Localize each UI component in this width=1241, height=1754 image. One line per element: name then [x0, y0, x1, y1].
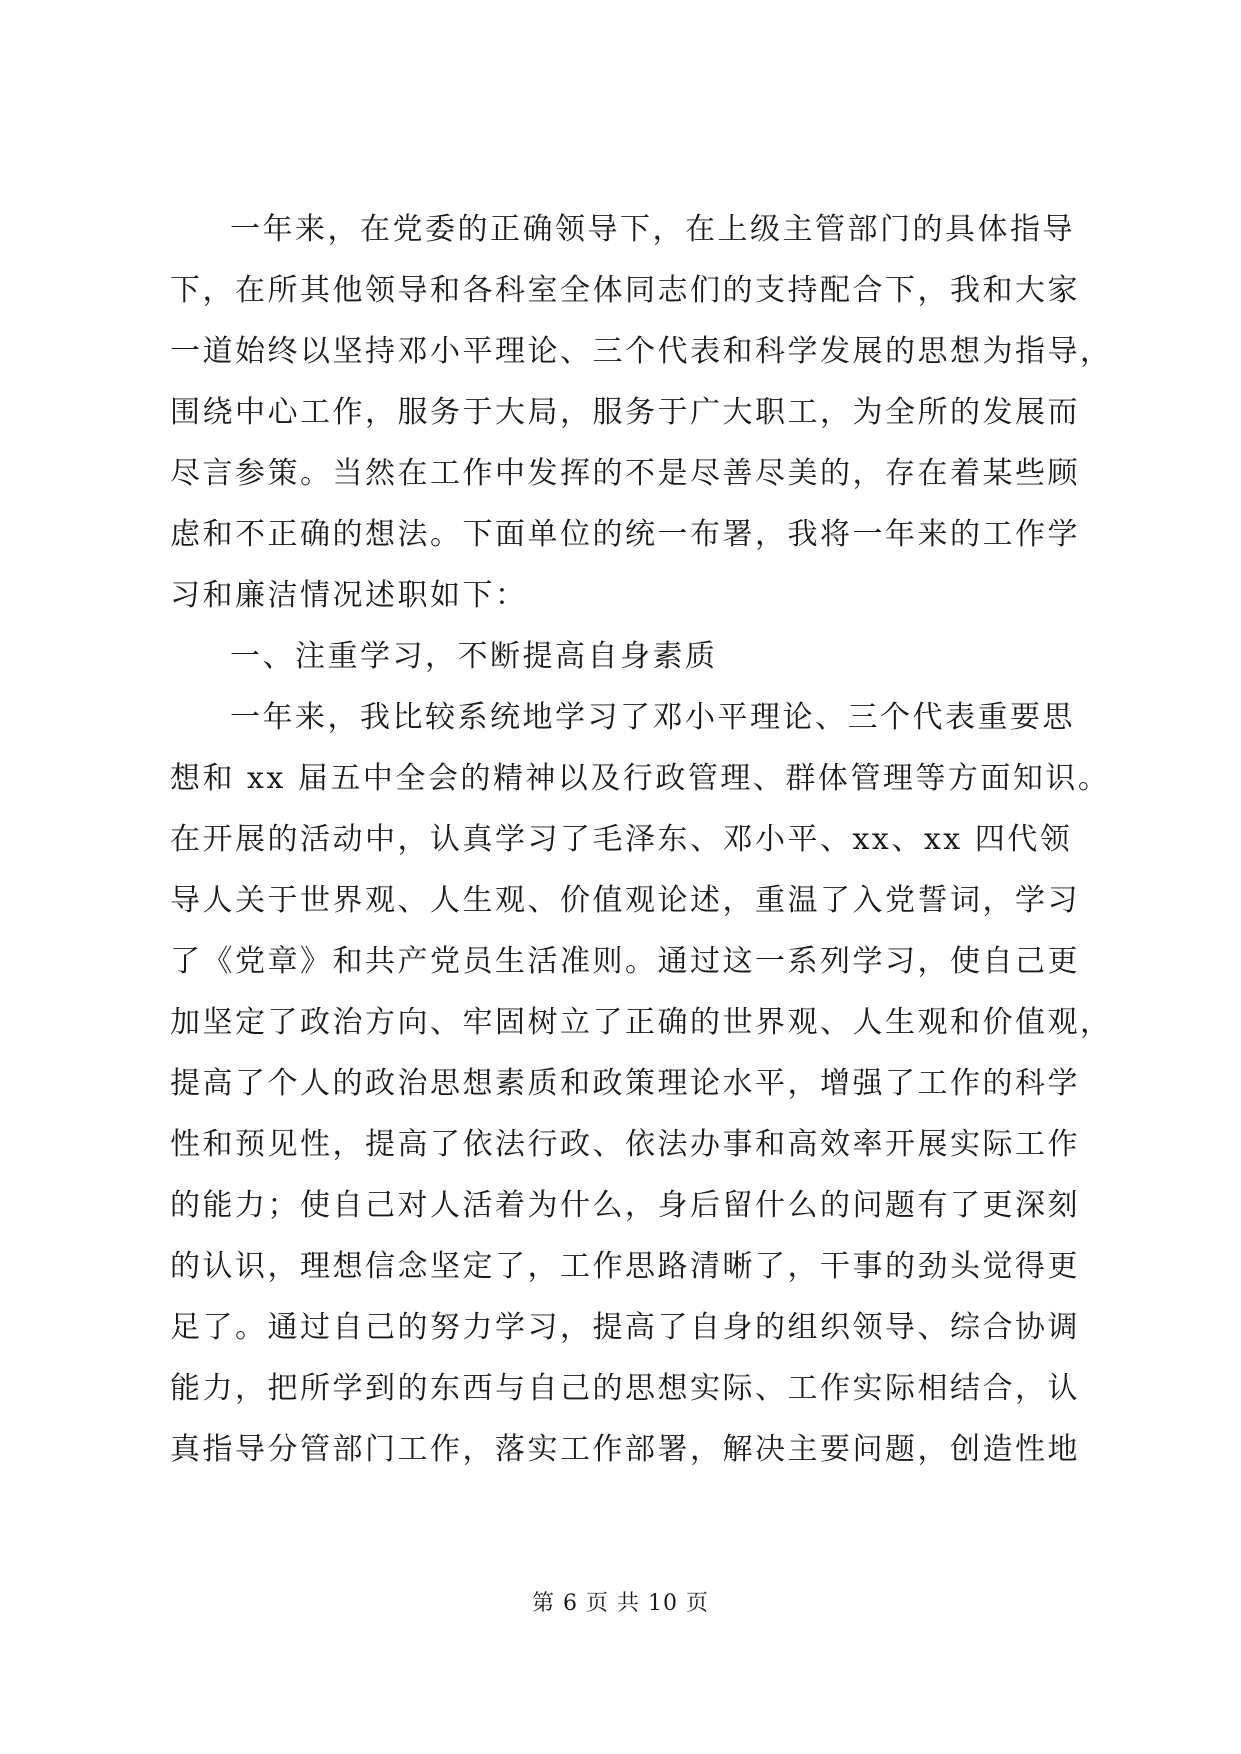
paragraph-line: 围绕中心工作，服务于大局，服务于广大职工，为全所的发展而: [170, 395, 1080, 430]
paragraph-line: 提高了个人的政治思想素质和政策理论水平，增强了工作的科学: [170, 1066, 1080, 1101]
page-number-footer: 第 6 页 共 10 页: [532, 1591, 709, 1616]
paragraph-line: 下，在所其他领导和各科室全体同志们的支持配合下，我和大家: [170, 273, 1080, 308]
section-heading: 一、注重学习，不断提高自身素质: [230, 639, 718, 674]
paragraph-line: 导人关于世界观、人生观、价值观论述，重温了入党誓词，学习: [170, 883, 1080, 918]
paragraph-line: 能力，把所学到的东西与自己的思想实际、工作实际相结合，认: [170, 1371, 1080, 1406]
paragraph-line: 虑和不正确的想法。下面单位的统一布署，我将一年来的工作学: [170, 517, 1080, 552]
paragraph-line: 了《党章》和共产党员生活准则。通过这一系列学习，使自己更: [170, 944, 1080, 979]
paragraph-line: 习和廉洁情况述职如下：: [170, 578, 528, 613]
paragraph-line: 一道始终以坚持邓小平理论、三个代表和科学发展的思想为指导，: [170, 334, 1113, 369]
paragraph-line: 的能力；使自己对人活着为什么，身后留什么的问题有了更深刻: [170, 1188, 1080, 1223]
paragraph-line: 真指导分管部门工作，落实工作部署，解决主要问题，创造性地: [170, 1432, 1080, 1467]
paragraph-line: 加坚定了政治方向、牢固树立了正确的世界观、人生观和价值观，: [170, 1005, 1113, 1040]
paragraph-line: 在开展的活动中，认真学习了毛泽东、邓小平、xx、xx 四代领: [170, 822, 1073, 857]
paragraph-line: 尽言参策。当然在工作中发挥的不是尽善尽美的，存在着某些顾: [170, 456, 1080, 491]
paragraph-line: 足了。通过自己的努力学习，提高了自身的组织领导、综合协调: [170, 1310, 1080, 1345]
paragraph-line: 一年来，在党委的正确领导下，在上级主管部门的具体指导: [230, 212, 1075, 247]
paragraph-line: 想和 xx 届五中全会的精神以及行政管理、群体管理等方面知识。: [170, 761, 1111, 796]
paragraph-line: 的认识，理想信念坚定了，工作思路清晰了，干事的劲头觉得更: [170, 1249, 1080, 1284]
paragraph-line: 一年来，我比较系统地学习了邓小平理论、三个代表重要思: [230, 700, 1075, 735]
paragraph-line: 性和预见性，提高了依法行政、依法办事和高效率开展实际工作: [170, 1127, 1080, 1162]
